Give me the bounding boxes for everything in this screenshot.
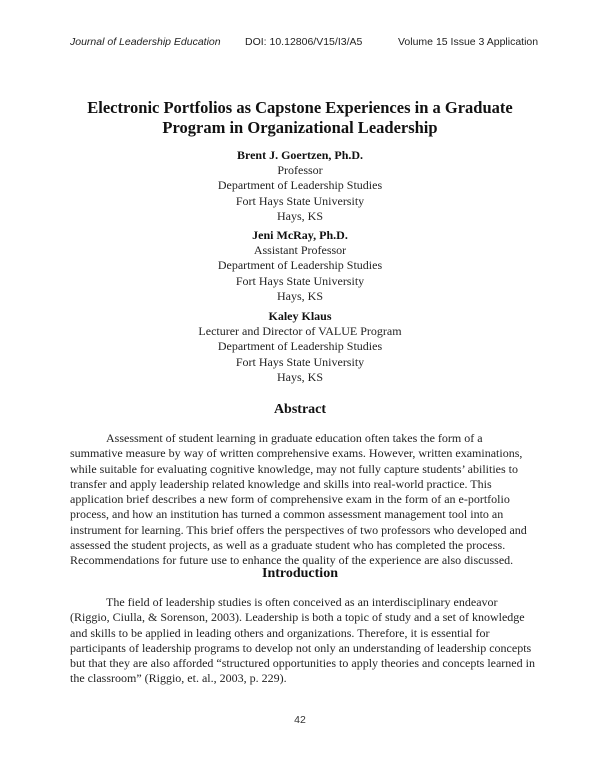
author-name: Brent J. Goertzen, Ph.D. [236, 148, 364, 162]
abstract-line: Recommendations for future use to enhance the quality of the experience are also discussed. [70, 553, 514, 568]
author-position: Lecturer and Director of VALUE Program [198, 324, 402, 339]
abstract-heading: Abstract [273, 402, 327, 417]
author-block-klaus [60, 309, 540, 385]
author-location: Hays, KS [276, 208, 323, 223]
abstract-line: Assessment of student learning in graduate education often takes the form of a [106, 431, 483, 445]
author-university: Fort Hays State University [235, 273, 365, 288]
author-department: Department of Leadership Studies [217, 178, 383, 193]
journal-name: Journal of Leadership Education [70, 36, 221, 48]
introduction-line: and skills to be applied in leading others and organizations. Therefore, it is essential for [70, 625, 490, 640]
abstract-paragraph [70, 431, 536, 569]
introduction-line: participants of leadership programs to develop not only an understanding of leadership concepts [70, 640, 532, 655]
author-department: Department of Leadership Studies [217, 258, 383, 273]
abstract-line: while suitable for evaluating cognitive knowledge, may not fully capture students’ abilities to [70, 461, 518, 476]
author-name: Jeni McRay, Ph.D. [252, 228, 348, 242]
paper-title [60, 98, 540, 138]
author-position: Professor [277, 163, 323, 178]
abstract-line: assessed the student projects, as well as a graduate student who has completed the process. [70, 538, 506, 553]
author-location: Hays, KS [276, 288, 323, 303]
introduction-line: the classroom” (Riggio, et. al., 2003, p. 229). [70, 671, 287, 686]
introduction-line: but that they are also afforded “structured opportunities to apply theories and concepts learned in [70, 656, 535, 671]
title-line-2: Program in Organizational Leadership [162, 118, 438, 137]
author-university: Fort Hays State University [235, 193, 365, 208]
author-position: Assistant Professor [253, 243, 347, 258]
title-line-1: Electronic Portfolios as Capstone Experiences in a Graduate [87, 98, 513, 117]
author-name: Kaley Klaus [268, 309, 332, 323]
doi-label: DOI: 10.12806/V15/I3/A5 [245, 36, 363, 48]
volume-issue-label: Volume 15 Issue 3 Application [398, 36, 539, 48]
introduction-heading: Introduction [262, 566, 338, 581]
abstract-line: process, and how an institution has turned a common assessment management tool into an [70, 507, 504, 522]
abstract-line: application brief describes a new form of comprehensive exam in the form of an e-portfolio [70, 492, 510, 507]
abstract-line: transfer and apply leadership related knowledge and skills into real-world practice. This [70, 476, 492, 491]
running-header [0, 36, 600, 52]
abstract-line: instrument for learning. This brief offers the perspectives of two professors who developed and [70, 522, 527, 537]
author-department: Department of Leadership Studies [217, 339, 383, 354]
introduction-paragraph [70, 595, 536, 687]
page-number: 42 [294, 714, 306, 726]
author-university: Fort Hays State University [235, 354, 365, 369]
introduction-line: (Riggio, Ciulla, & Sorenson, 2003). Leadership is both a topic of study and a set of knowledge [70, 610, 525, 625]
abstract-line: summative measure by way of written comprehensive exams. However, written examinations, [70, 446, 523, 461]
author-block-goertzen [60, 148, 540, 224]
author-block-mcray [60, 228, 540, 304]
author-location: Hays, KS [276, 369, 323, 384]
introduction-line: The field of leadership studies is often conceived as an interdisciplinary endeavor [106, 595, 498, 609]
